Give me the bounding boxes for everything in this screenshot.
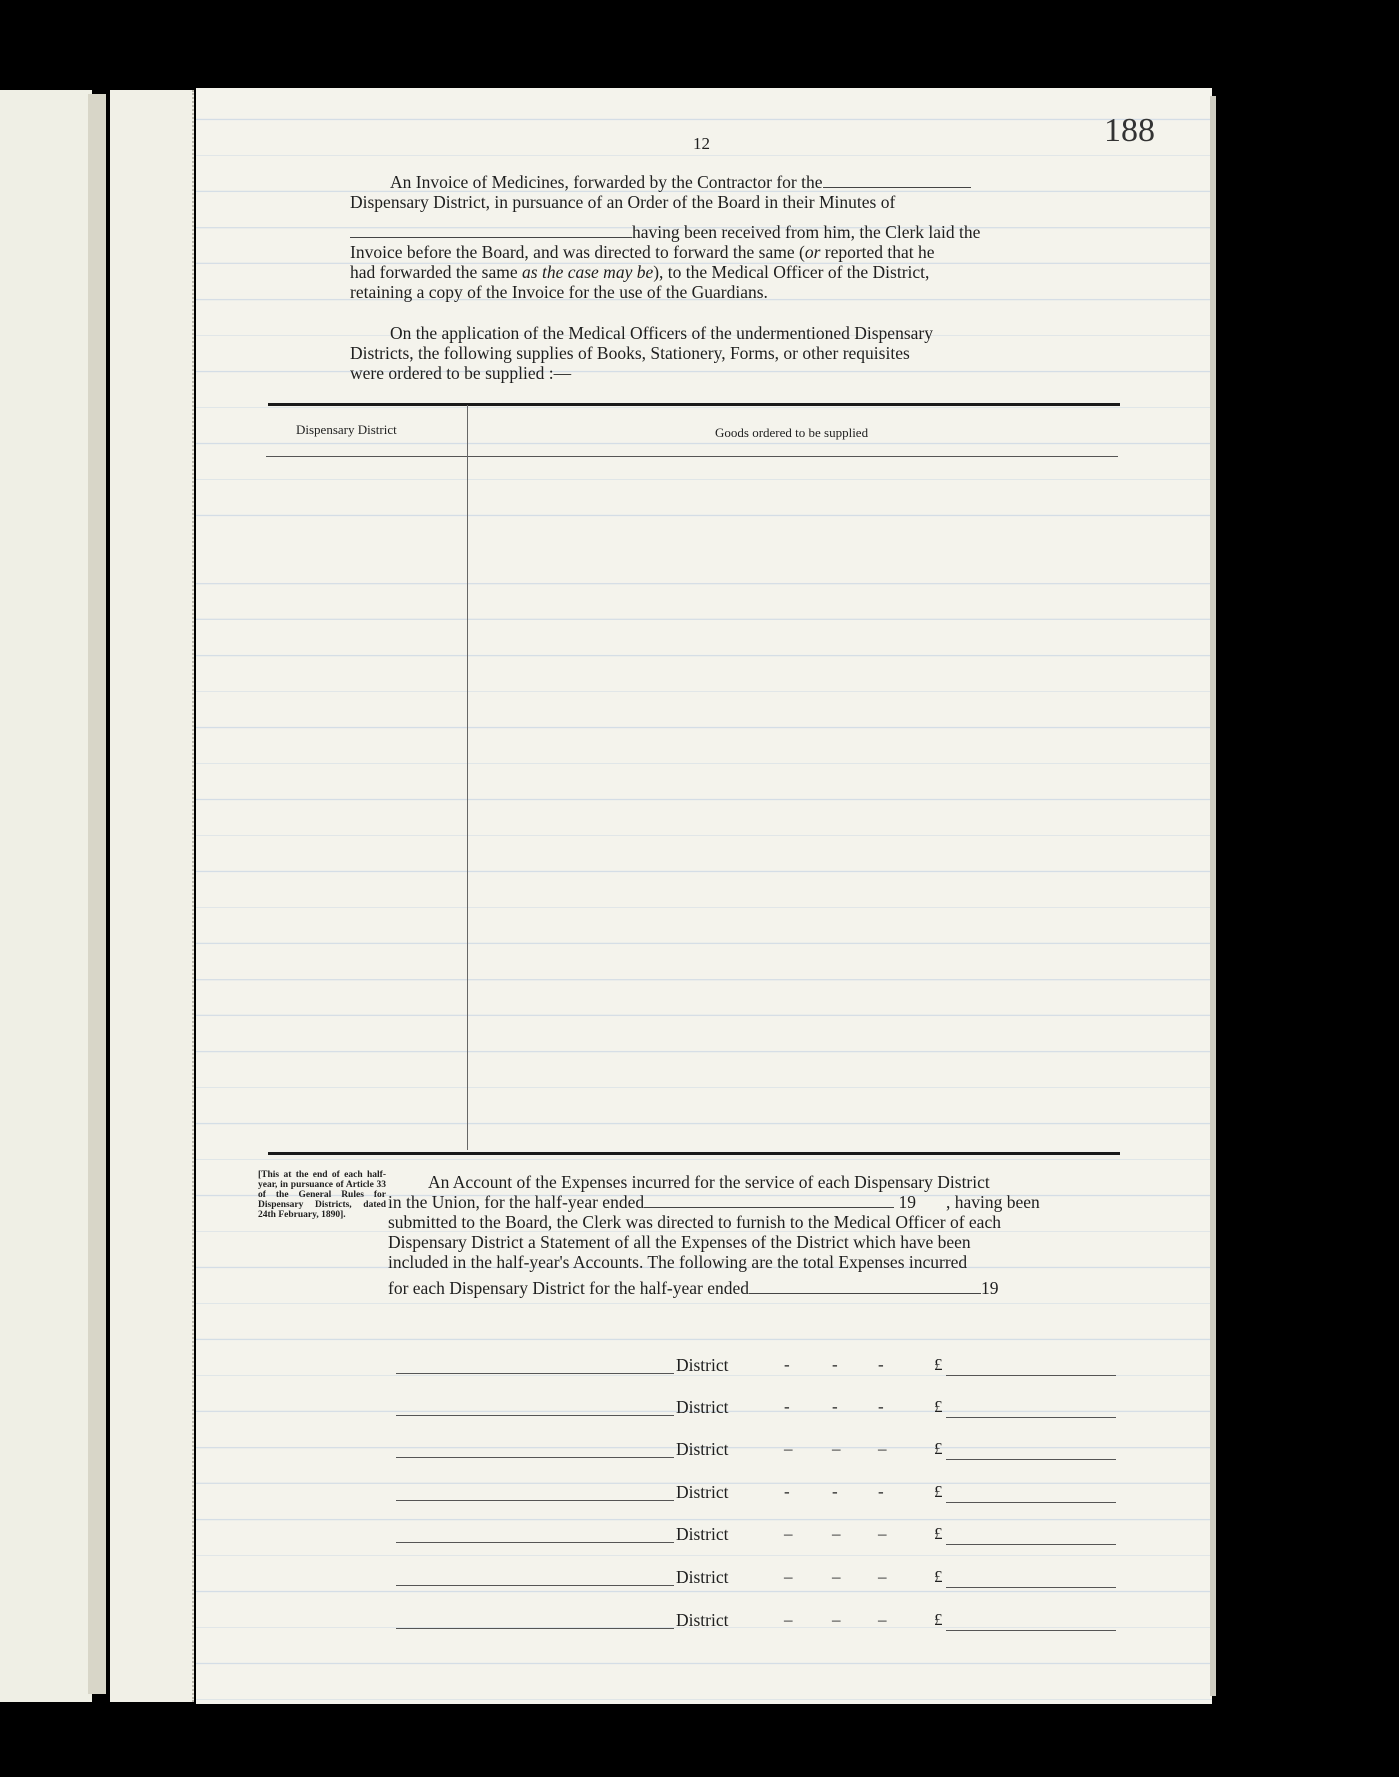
invoice-line-5b: ), to the Medical Officer of the District, [653, 262, 930, 282]
district-row [396, 1482, 1118, 1506]
leader-dash: – [878, 1610, 887, 1629]
district-label: District [676, 1610, 729, 1630]
district-label: District [676, 1482, 729, 1502]
binding-stub [110, 90, 194, 1702]
application-line-3: were ordered to be supplied :— [350, 363, 572, 383]
col-header-goods: Goods ordered to be supplied [715, 425, 869, 440]
pound-sign: £ [934, 1397, 943, 1416]
application-paragraph [350, 323, 1062, 383]
district-label: District [676, 1567, 729, 1587]
account-year: 19 [898, 1192, 916, 1212]
district-label: District [676, 1524, 729, 1544]
leader-dash: – [784, 1439, 793, 1458]
leader-dash: – [878, 1439, 887, 1458]
leader-dash: - [878, 1482, 884, 1501]
leader-dash: – [784, 1524, 793, 1543]
district-row [396, 1355, 1118, 1379]
account-year-2: 19 [981, 1278, 999, 1298]
invoice-line-5a: had forwarded the same [350, 262, 523, 282]
table-bottom-rule [268, 1152, 1120, 1155]
leader-dash: - [784, 1397, 790, 1416]
district-row [396, 1524, 1118, 1548]
col-header-district: Dispensary District [296, 422, 397, 437]
leader-dash: – [832, 1610, 841, 1629]
district-name-blank [396, 1542, 674, 1543]
half-year-blank [644, 1193, 894, 1208]
invoice-line-3: having been received from him, the Clerk laid the [632, 222, 981, 242]
account-line-6a: for each Dispensary District for the half-year ended [388, 1278, 750, 1298]
page-edge [1210, 96, 1216, 1696]
district-name-blank [396, 1628, 674, 1629]
invoice-line-6: retaining a copy of the Invoice for the use of the Guardians. [350, 282, 768, 302]
district-name-blank [396, 1457, 674, 1458]
leader-dash: - [784, 1482, 790, 1501]
district-row [396, 1567, 1118, 1591]
table-column-divider [467, 405, 468, 1150]
application-line-1: On the application of the Medical Officers of the undermentioned Dispensary [390, 323, 933, 343]
leader-dash: - [832, 1355, 838, 1374]
leader-dash: – [832, 1439, 841, 1458]
amount-blank [946, 1417, 1116, 1418]
invoice-line-2: Dispensary District, in pursuance of an Order of the Board in their Minutes of [350, 192, 896, 212]
district-name-blank [396, 1415, 674, 1416]
district-row [396, 1397, 1118, 1421]
invoice-italic: as the case may be [522, 262, 654, 282]
pound-sign: £ [934, 1439, 943, 1458]
margin-note: [This at the end of each half-year, in pursuance of Article 33 of the General Rules for Dispensary Districts, dated 24th February, 1890]. [258, 1170, 386, 1220]
table-header-rule [266, 456, 1118, 457]
page-gutter [88, 94, 106, 1694]
invoice-or: or [804, 242, 821, 262]
leader-dash: – [878, 1567, 887, 1586]
amount-blank [946, 1544, 1116, 1545]
district-name-blank [396, 1373, 674, 1374]
district-label: District [676, 1397, 729, 1417]
leader-dash: – [878, 1524, 887, 1543]
pound-sign: £ [934, 1567, 943, 1586]
leader-dash: - [832, 1482, 838, 1501]
account-paragraph [388, 1172, 1120, 1298]
pound-sign: £ [934, 1610, 943, 1629]
previous-page [0, 90, 92, 1702]
account-line-2b: , having been [945, 1192, 1040, 1212]
district-row [396, 1439, 1118, 1463]
district-label: District [676, 1439, 729, 1459]
leader-dash: - [784, 1355, 790, 1374]
leader-dash: – [832, 1524, 841, 1543]
application-line-2: Districts, the following supplies of Books, Stationery, Forms, or other requisites [350, 343, 910, 363]
table-top-rule [268, 403, 1120, 406]
pound-sign: £ [934, 1524, 943, 1543]
leader-dash: - [878, 1397, 884, 1416]
account-line-1: An Account of the Expenses incurred for the service of each Dispensary District [428, 1172, 990, 1192]
leader-dash: – [832, 1567, 841, 1586]
invoice-line-4-rest: reported that he [820, 242, 935, 262]
leader-dash: - [832, 1397, 838, 1416]
page-number: 12 [693, 134, 710, 153]
district-row [396, 1610, 1118, 1634]
account-line-2a: in the Union, for the half-year ended [388, 1192, 645, 1212]
district-name-blank [396, 1500, 674, 1501]
amount-blank [946, 1630, 1116, 1631]
invoice-line-1: An Invoice of Medicines, forwarded by the Contractor for the [390, 172, 823, 192]
invoice-paragraph [350, 172, 1066, 302]
amount-blank [946, 1502, 1116, 1503]
folio-number: 188 [1104, 112, 1155, 149]
leader-dash: - [878, 1355, 884, 1374]
district-name-blank [396, 1585, 674, 1586]
amount-blank [946, 1375, 1116, 1376]
leader-dash: – [784, 1610, 793, 1629]
account-line-5: included in the half-year's Accounts. The following are the total Expenses incurred [388, 1252, 968, 1272]
pound-sign: £ [934, 1355, 943, 1374]
invoice-line-4: Invoice before the Board, and was directed to forward the same ( [350, 242, 805, 262]
amount-blank [946, 1459, 1116, 1460]
leader-dash: – [784, 1567, 793, 1586]
district-label: District [676, 1355, 729, 1375]
account-line-3: submitted to the Board, the Clerk was directed to furnish to the Medical Officer of each [388, 1212, 1001, 1232]
minutes-date-blank [350, 223, 632, 238]
pound-sign: £ [934, 1482, 943, 1501]
amount-blank [946, 1587, 1116, 1588]
account-line-4: Dispensary District a Statement of all the Expenses of the District which have been [388, 1232, 971, 1252]
half-year-blank-2 [749, 1279, 981, 1294]
contractor-blank [823, 173, 971, 188]
